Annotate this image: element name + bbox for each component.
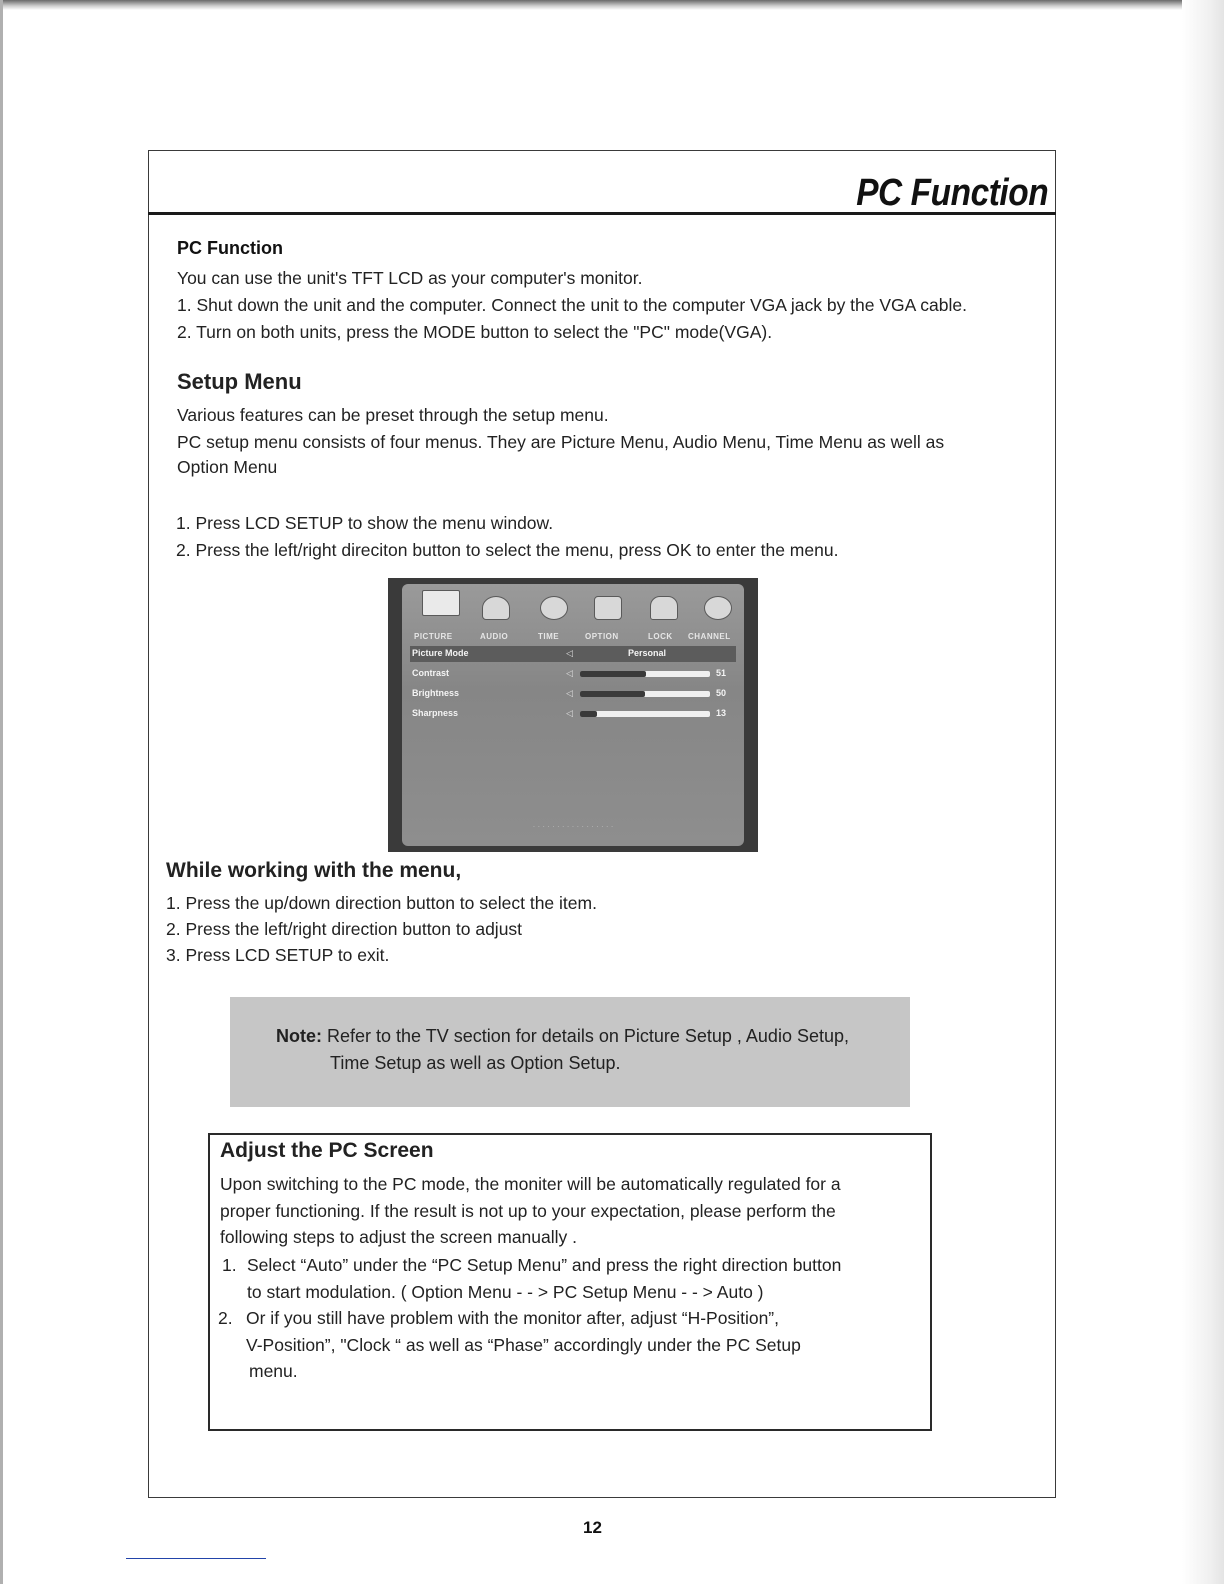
adjust-step-1-num: 1. [222,1255,237,1275]
level-bar-fill [580,691,645,697]
level-bar [580,711,710,717]
tab-option: OPTION [585,632,619,641]
adjust-para-3: following steps to adjust the screen manually . [220,1227,577,1247]
setup-menu-para-2a: PC setup menu consists of four menus. They are Picture Menu, Audio Menu, Time Menu as well as [177,432,945,452]
tv-row-number: 51 [716,668,727,678]
adjust-step-2-line-3: menu. [249,1361,298,1381]
adjust-step-1-line-2: to start modulation. ( Option Menu - - > PC Setup Menu - - > Auto ) [247,1282,764,1302]
working-heading: While working with the menu, [166,859,462,882]
level-bar [580,671,710,677]
left-arrow-icon: ◁ [566,648,573,658]
tab-time: TIME [538,632,560,641]
tv-menu-panel [402,584,744,846]
tv-row-label: Picture Mode [412,648,469,658]
adjust-para-1: Upon switching to the PC mode, the moniter will be automatically regulated for a [220,1174,841,1194]
level-bar-fill [580,711,597,717]
clock-icon [540,596,568,620]
tv-menu-tabs [402,632,744,646]
option-icon [594,596,622,620]
channel-icon [704,596,732,620]
adjust-step-2-num: 2. [218,1308,233,1328]
page-number: 12 [583,1518,602,1537]
scan-edge-left [0,0,3,1584]
audio-icon [482,596,510,620]
lock-icon [650,596,678,620]
tv-row-label: Contrast [412,668,450,678]
working-step-3: 3. Press LCD SETUP to exit. [166,945,390,965]
note-box [230,997,910,1107]
pc-function-intro: You can use the unit's TFT LCD as your computer's monitor. [177,268,643,288]
scan-edge-top [0,0,1224,10]
pc-function-step-1: 1. Shut down the unit and the computer. Connect the unit to the computer VGA jack by the VGA cable. [177,295,967,315]
working-step-2: 2. Press the left/right direction button to adjust [166,919,523,939]
note-line-1 [276,1026,849,1047]
tv-row-label: Sharpness [412,708,459,718]
picture-icon [422,590,460,616]
left-arrow-icon: ◁ [566,688,573,698]
adjust-step-1-line-1: Select “Auto” under the “PC Setup Menu” and press the right direction button [247,1255,842,1275]
level-bar-fill [580,671,646,677]
footer-rule [126,1558,266,1559]
tv-row-number: 13 [716,708,727,718]
working-step-1: 1. Press the up/down direction button to select the item. [166,893,597,913]
tab-lock: LOCK [648,632,673,641]
tv-row-value: Personal [628,648,667,658]
setup-menu-step-2: 2. Press the left/right direciton button to select the menu, press OK to enter the menu. [176,540,839,560]
adjust-step-2-line-1: Or if you still have problem with the monitor after, adjust “H-Position”, [246,1308,779,1328]
tv-row-label: Brightness [412,688,460,698]
tv-menu-screenshot [388,578,758,852]
page-title: PC Function [855,172,1048,214]
pc-function-heading: PC Function [177,238,283,258]
note-text-1: Refer to the TV section for details on Picture Setup , Audio Setup, [327,1026,849,1046]
tv-menu-icon-bar [402,588,744,632]
left-arrow-icon: ◁ [566,708,573,718]
tv-row-number: 50 [716,688,727,698]
tv-row-picture-mode [410,646,736,662]
setup-menu-para-1: Various features can be preset through the setup menu. [177,405,609,425]
header-rule [148,212,1056,215]
level-bar [580,691,710,697]
adjust-step-2-line-2: V-Position”, "Clock “ as well as “Phase” accordingly under the PC Setup [246,1335,801,1355]
setup-menu-step-1: 1. Press LCD SETUP to show the menu window. [176,513,554,533]
pc-function-step-2: 2. Turn on both units, press the MODE button to select the "PC" mode(VGA). [177,322,773,342]
scan-edge-right [1182,0,1224,1584]
tv-row-contrast [410,666,736,682]
note-text-2: Time Setup as well as Option Setup. [330,1053,621,1073]
tv-row-sharpness [410,706,736,722]
tab-picture: PICTURE [414,632,453,641]
note-label: Note: [276,1026,322,1046]
adjust-heading: Adjust the PC Screen [220,1139,434,1162]
adjust-para-2: proper functioning. If the result is not up to your expectation, please perform the [220,1201,836,1221]
setup-menu-heading: Setup Menu [177,369,302,394]
tv-row-brightness [410,686,736,702]
setup-menu-para-2b: Option Menu [177,457,278,477]
tv-menu-footer: · · · · · · · · · · · · · · · · · [532,822,614,831]
tab-audio: AUDIO [480,632,509,641]
tab-channel: CHANNEL [688,632,731,641]
left-arrow-icon: ◁ [566,668,573,678]
